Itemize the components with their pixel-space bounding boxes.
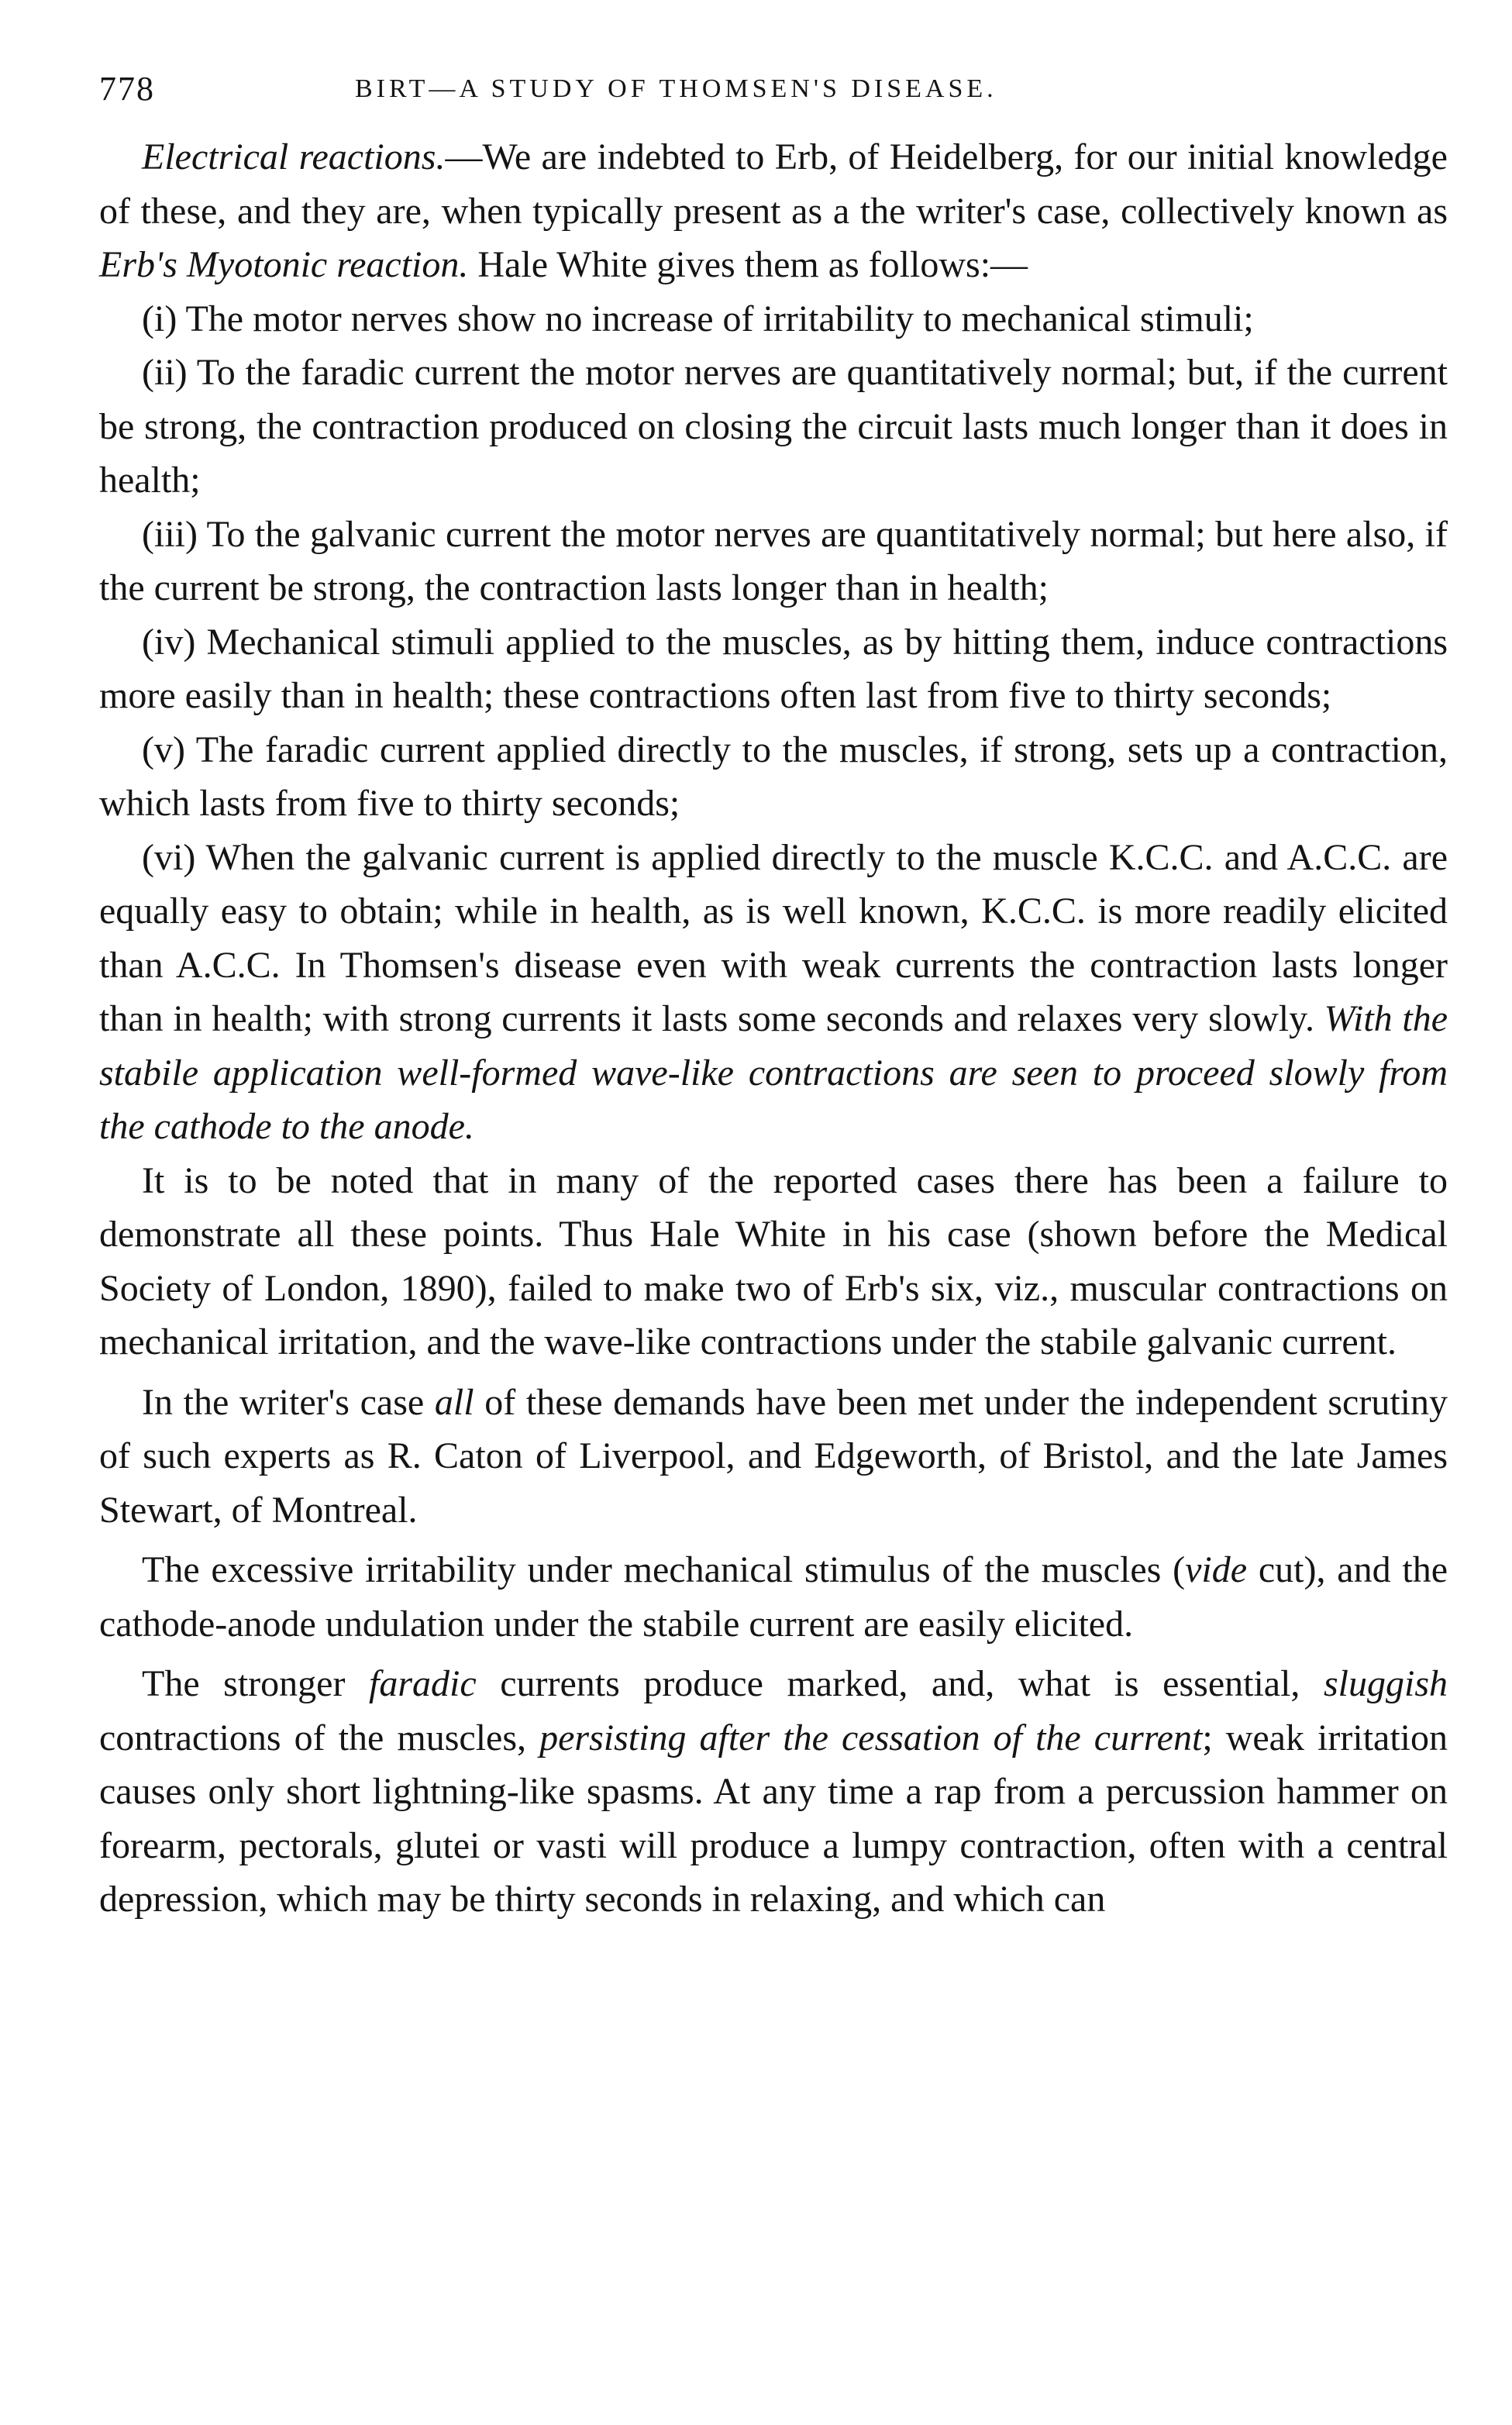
- paragraph-stronger: [99, 1657, 1448, 1927]
- item-vi-text: (vi) When the galvanic current is applied directly to the muscle K.C.C. and A.C.C. are equally easy to obtain; while in health, as is well known, K.C.C. is more readily elicited than A.C.C. In Thomsen's disease even with weak currents the contraction lasts longer than in health; with strong currents it lasts some seconds and relaxes very slowly.: [99, 836, 1448, 1039]
- stronger-text-b: currents produce marked, and, what is essential,: [476, 1663, 1324, 1704]
- list-item-v: (v) The faradic current applied directly to the muscles, if strong, sets up a contraction, which lasts from five to thirty seconds;: [99, 729, 1448, 824]
- list-item-iii: (iii) To the galvanic current the motor nerves are quantitatively normal; but here also, if the current be strong, the contraction lasts longer than in health;: [99, 513, 1448, 608]
- writers-text-b: of these demands have been met under the independent scrutiny of such experts as R. Caton of Liverpool, and Edgeworth, of Bristol, and the late James Stewart, of Montreal.: [99, 1381, 1448, 1531]
- excessive-text-a: The excessive irritability under mechanical stimulus of the muscles (: [142, 1549, 1186, 1590]
- paragraph-noted: It is to be noted that in many of the reported cases there has been a failure to demonstrate all these points. Thus Hale White in his case (shown before the Medical Society of London, 1890), failed to make two of Erb's six, viz., muscular contractions on mechanical irritation, and the wave-like contractions under the stabile galvanic current.: [99, 1159, 1448, 1362]
- section-title: Electrical reactions.: [142, 136, 446, 177]
- list-item-vi: [99, 831, 1448, 1154]
- stronger-italic-2: sluggish: [1323, 1663, 1448, 1704]
- stronger-italic-3: persisting after the cessation of the current: [539, 1717, 1203, 1758]
- excessive-text-b: cut), and the cathode-anode undulation under the stabile current are easily elicited.: [99, 1549, 1448, 1645]
- stronger-italic-1: faradic: [369, 1663, 477, 1704]
- stronger-text-a: The stronger: [142, 1663, 369, 1704]
- paragraph-excessive: [99, 1543, 1448, 1651]
- intro-text-b: Hale White gives them as follows:—: [468, 244, 1028, 285]
- intro-italic-term: Erb's Myotonic reaction.: [99, 244, 469, 285]
- list-item-i: (i) The motor nerves show no increase of irritability to mechanical stimuli;: [142, 298, 1254, 339]
- running-head: BIRT—A STUDY OF THOMSEN'S DISEASE.: [355, 74, 997, 103]
- list-item-iv: (iv) Mechanical stimuli applied to the muscles, as by hitting them, induce contractions more easily than in health; these contractions often last from five to thirty seconds;: [99, 621, 1448, 716]
- stronger-text-c: contractions of the muscles,: [99, 1717, 540, 1758]
- page-number: 778: [99, 70, 155, 108]
- stronger-text-d: ; weak irritation causes only short lightning-like spasms. At any time a rap from a percussion hammer on forearm, pectorals, glutei or vasti will produce a lumpy contraction, often with a central depression, which may be thirty seconds in relaxing, and which can: [99, 1717, 1448, 1920]
- writers-italic: all: [434, 1381, 474, 1423]
- page: [99, 62, 1448, 1927]
- list-item-ii: (ii) To the faradic current the motor nerves are quantitatively normal; but, if the current be strong, the contraction produced on closing the circuit lasts much longer than it does in health;: [99, 352, 1448, 501]
- page-header: [99, 62, 1448, 116]
- intro-paragraph: [99, 130, 1448, 292]
- item-vi-italic: With the stabile application well-formed wave-like contractions are seen to proceed slowly from the cathode to the anode.: [99, 998, 1448, 1147]
- paragraph-writers-case: [99, 1376, 1448, 1538]
- excessive-italic: vide: [1185, 1549, 1248, 1590]
- intro-text-a: —We are indebted to Erb, of Heidelberg, for our initial knowledge of these, and they are, when typically present as a the writer's case, collectively known as: [99, 136, 1448, 232]
- writers-text-a: In the writer's case: [142, 1381, 435, 1423]
